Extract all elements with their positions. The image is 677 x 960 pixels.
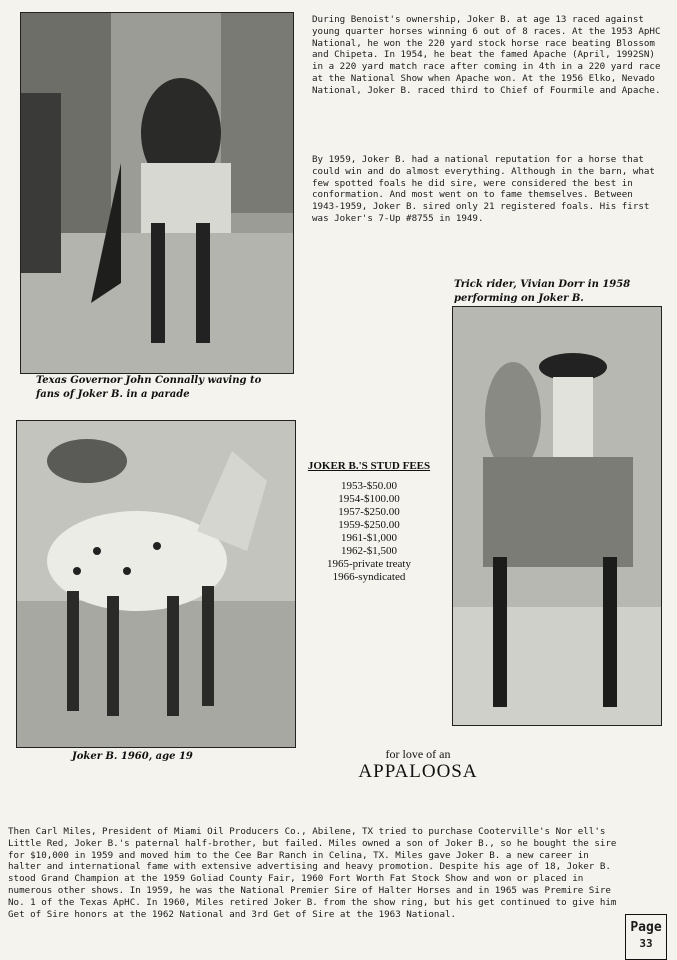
appaloosa-brand [348,748,488,783]
fee-row: 1953-$50.00 [341,480,397,492]
fee-row: 1954-$100.00 [338,493,400,505]
trick-rider-caption: Trick rider, Vivian Dorr in 1958 performing on Joker B. [454,279,631,304]
brand-tagline: for love of an [385,747,451,761]
fee-row: 1966-syndicated [332,571,406,583]
fee-row: 1961-$1,000 [341,532,397,544]
joker-1960-photo [16,420,296,748]
fee-row: 1957-$250.00 [338,506,400,518]
paragraph-miles: Then Carl Miles, President of Miami Oil Producers Co., Abilene, TX tried to purchase Cooterville's Nor ell's Little Red, Joker B.'s paternal half-brother, but failed. Miles owned a son of Joker B., so he bought the sire for $10,000 in 1959 and moved him to the Cee Bar Ranch in Celina, TX. Miles gave Joker B. a new career in halter and international fame with extensive advertising and heavy promotion. Despite his age of 18, Joker B. stood Grand Champion at the 1959 Goliad County Fair, 1960 Fort Worth Fat Stock Show and won or placed in numerous other shows. In 1959, he was the National Premier Sire of Halter Horses and in 1965 was Premire Sire No. 1 of the Texas ApHC. In 1960, Miles retired Joker B. from the show ring, but his get continued to give him Get of Sire honors at the 1962 National and 3rd Get of Sire at the 1963 National. [8,826,622,920]
joker-1960-caption: Joker B. 1960, age 19 [72,751,193,762]
stud-fees-table [304,460,434,584]
fee-row: 1965-private treaty [327,558,411,570]
fee-row: 1962-$1,500 [341,545,397,557]
parade-photo [20,12,294,374]
governor-caption: Texas Governor John Connally waving to fans of Joker B. in a parade [36,375,262,400]
brand-title: APPALOOSA [358,761,478,782]
fee-row: 1959-$250.00 [338,519,400,531]
page-label: Page [630,920,662,935]
page-number: 33 [639,937,653,950]
page-number-box [625,914,667,960]
stud-fees-title: JOKER B.'S STUD FEES [307,460,431,472]
paragraph-reputation: By 1959, Joker B. had a national reputation for a horse that could win and do almost everything. Although in the barn, what few spotted foals he did sire, were considered the best in conformation. And most went on to fame themselves. Between 1943-1959, Joker B. sired only 21 registered foals. His first was Joker's 7-Up #8755 in 1949. [312,154,661,224]
paragraph-racing: During Benoist's ownership, Joker B. at age 13 raced against young quarter horses winning 6 out of 8 races. At the 1953 ApHC National, he won the 220 yard stock horse race beating Blossom and Chipeta. In 1954, he beat the famed Apache (April, 1992SN) in a 220 yard match race after coming in 4th in a 220 yard race at the National Show when Apache won. At the 1956 Elko, Nevado National, Joker B. raced third to Chief of Fourmile and Apache. [312,14,667,96]
trick-rider-photo [452,306,662,726]
